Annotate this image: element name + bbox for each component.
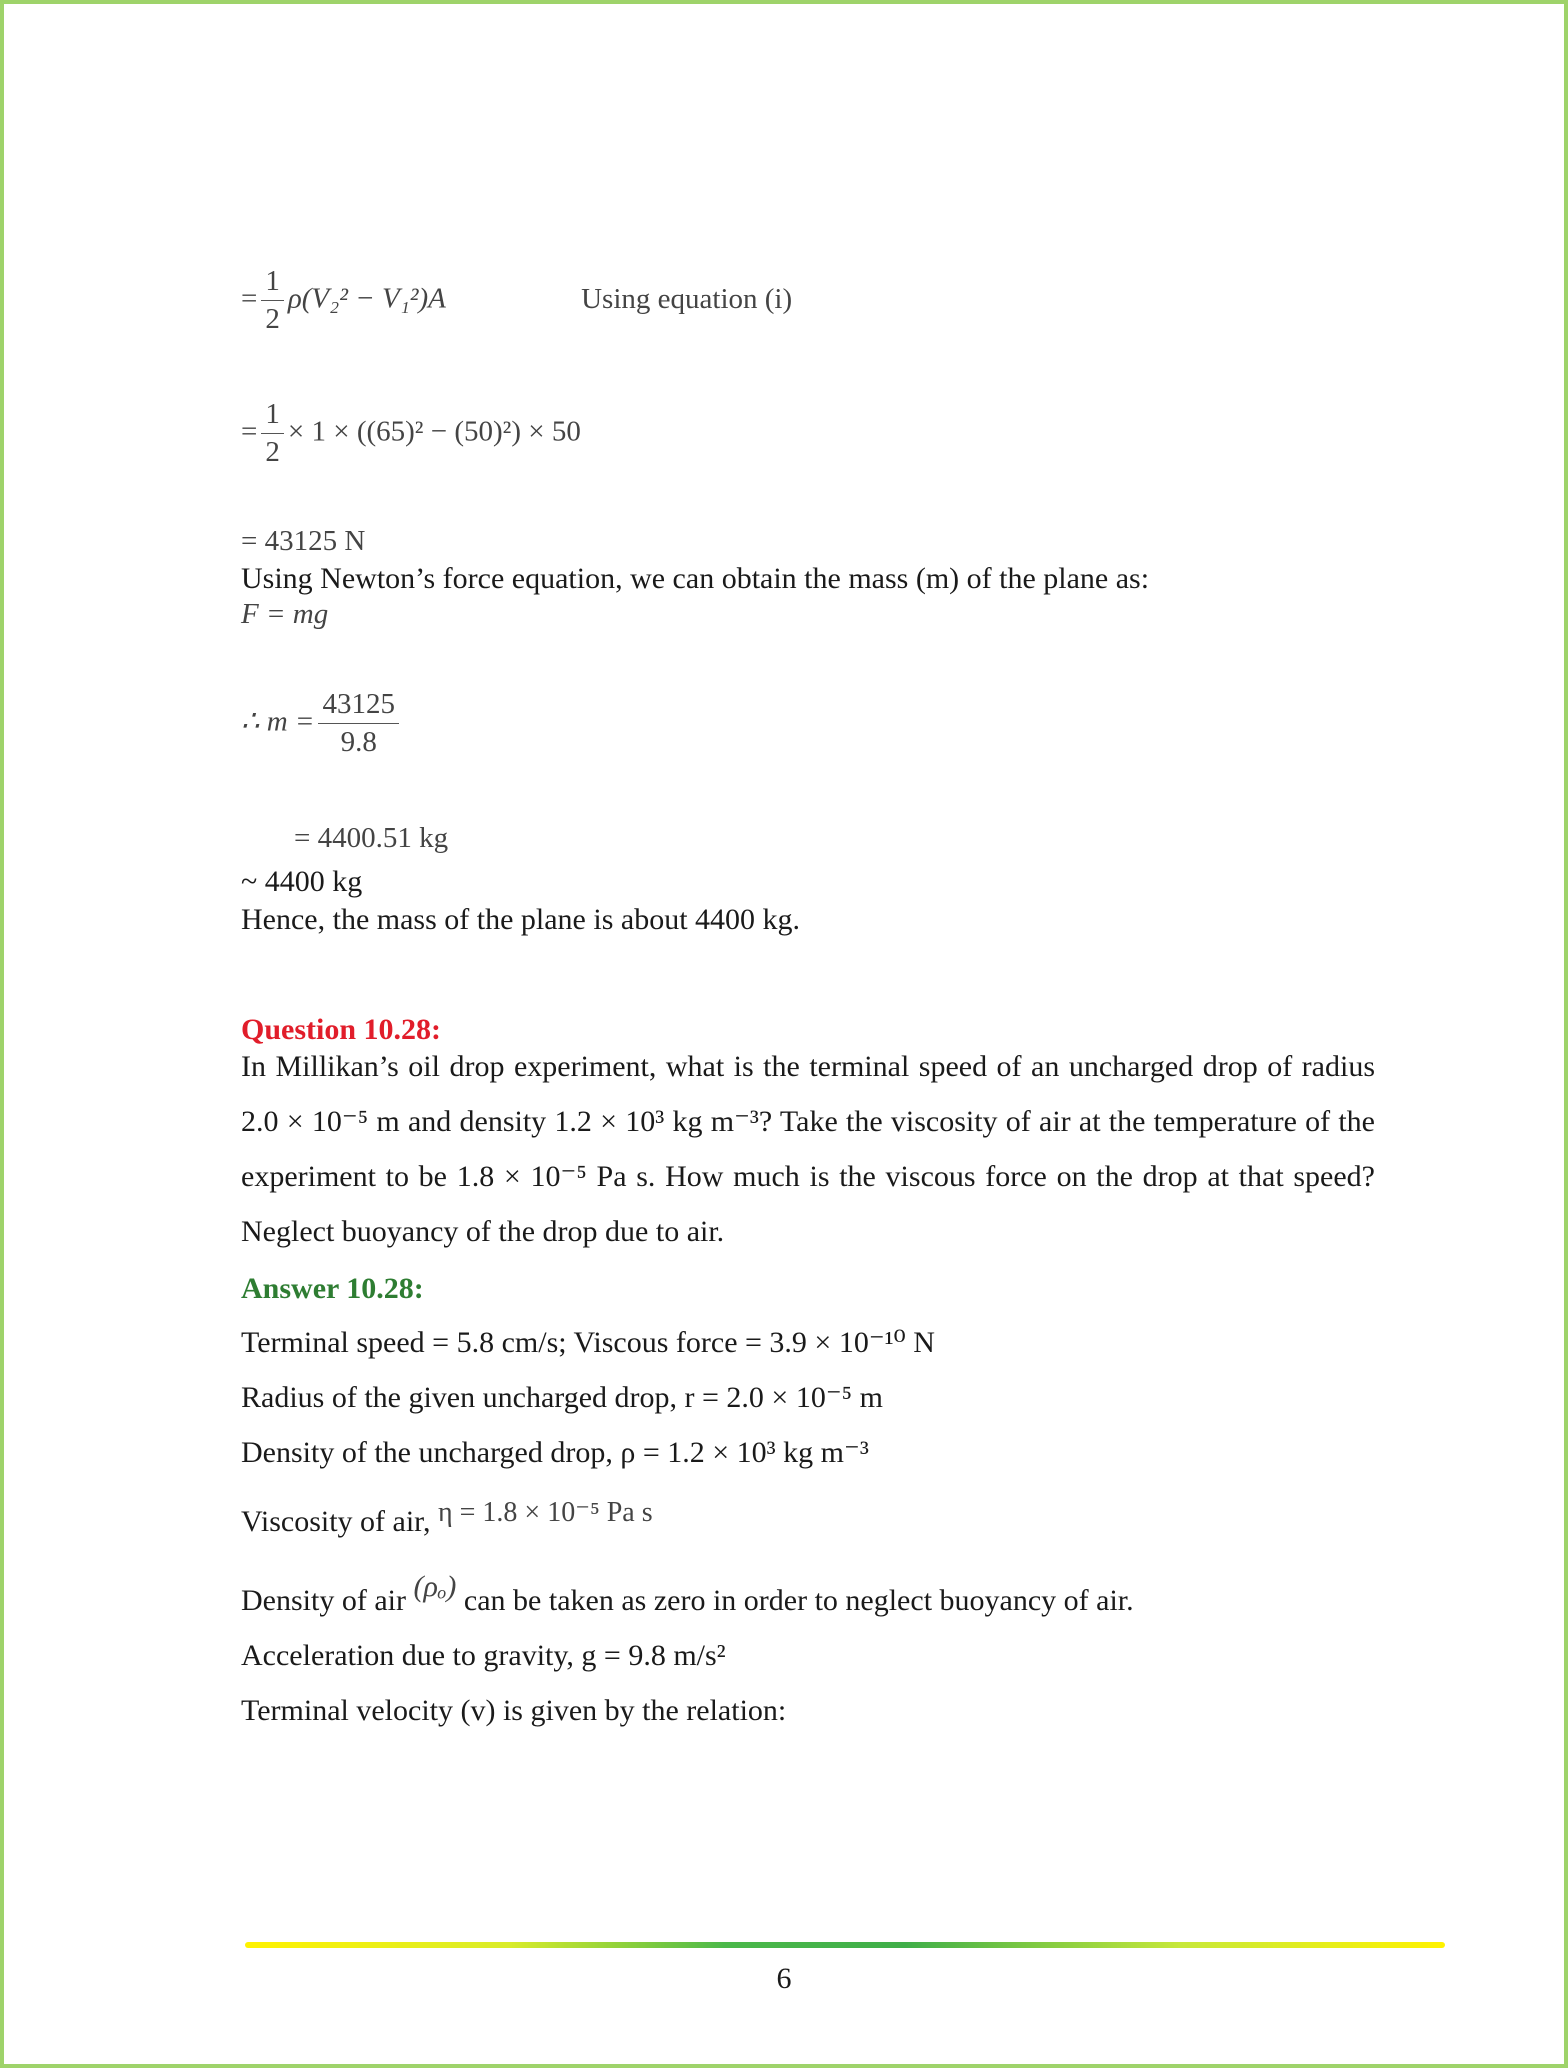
- eq1-frac-num: 1: [261, 265, 284, 301]
- equation-line-3: = 43125 N: [241, 525, 366, 557]
- eq1-frac-den: 2: [265, 303, 280, 336]
- answer-line-3: Density of the uncharged drop, ρ = 1.2 × 10³ kg m⁻³: [241, 1436, 869, 1469]
- answer-line-5-text-b: can be taken as zero in order to neglect buoyancy of air.: [463, 1584, 1134, 1617]
- answer-title: Answer 10.28:: [241, 1272, 424, 1305]
- paragraph-newton: Using Newton’s force equation, we can obtain the mass (m) of the plane as:: [241, 562, 1150, 595]
- eq5-frac-den: 9.8: [340, 726, 377, 759]
- answer-line-2: Radius of the given uncharged drop, r = 2.0 × 10⁻⁵ m: [241, 1381, 883, 1414]
- eq1-prefix: =: [241, 282, 258, 315]
- answer-line-4-equation: η = 1.8 × 10⁻⁵ Pa s: [437, 1497, 653, 1528]
- question-body: In Millikan’s oil drop experiment, what is the terminal speed of an uncharged drop of radius 2.0 × 10⁻⁵ m and density 1.2 × 10³ kg m⁻³? Take the viscosity of air at the temperature of the experiment to be 1.8 × 10⁻⁵ Pa s. How much is the viscous force on the drop at that speed? Neglect buoyancy of the drop due to air.: [241, 1050, 1375, 1248]
- answer-line-5: [241, 1570, 1134, 1617]
- eq5-fraction: [318, 688, 399, 760]
- equation-line-7: ~ 4400 kg: [241, 865, 363, 898]
- page-number: 6: [776, 1962, 792, 1995]
- eq5-frac-num: 43125: [318, 688, 399, 724]
- answer-line-5-symbol: (ρₒ): [413, 1570, 457, 1603]
- answer-line-4-text: Viscosity of air,: [241, 1505, 431, 1538]
- equation-line-1: [241, 265, 792, 337]
- equation-line-5: [241, 688, 403, 760]
- footer-rule: [245, 1942, 1445, 1948]
- equation-line-4: F = mg: [241, 598, 329, 630]
- equation-line-6: = 4400.51 kg: [294, 822, 449, 854]
- eq1-fraction: [261, 265, 284, 337]
- paragraph-conclusion: Hence, the mass of the plane is about 4400 kg.: [241, 903, 801, 936]
- answer-line-7: Terminal velocity (v) is given by the relation:: [241, 1694, 787, 1727]
- answer-line-6: Acceleration due to gravity, g = 9.8 m/s²: [241, 1639, 726, 1672]
- answer-line-4: [241, 1497, 653, 1539]
- eq2-prefix: =: [241, 415, 258, 448]
- eq1-note: Using equation (i): [581, 282, 793, 315]
- eq2-frac-num: 1: [261, 398, 284, 434]
- equation-line-2: [241, 398, 581, 470]
- question-title: Question 10.28:: [241, 1013, 442, 1046]
- answer-line-1: Terminal speed = 5.8 cm/s; Viscous force = 3.9 × 10⁻¹⁰ N: [241, 1326, 935, 1359]
- eq1-body: ρ(V₂² − V₁²)A: [287, 282, 446, 315]
- eq2-frac-den: 2: [265, 436, 280, 469]
- eq5-prefix: ∴ m =: [241, 705, 315, 738]
- answer-line-5-text-a: Density of air: [241, 1584, 406, 1617]
- eq2-fraction: [261, 398, 284, 470]
- eq2-body: × 1 × ((65)² − (50)²) × 50: [287, 415, 581, 448]
